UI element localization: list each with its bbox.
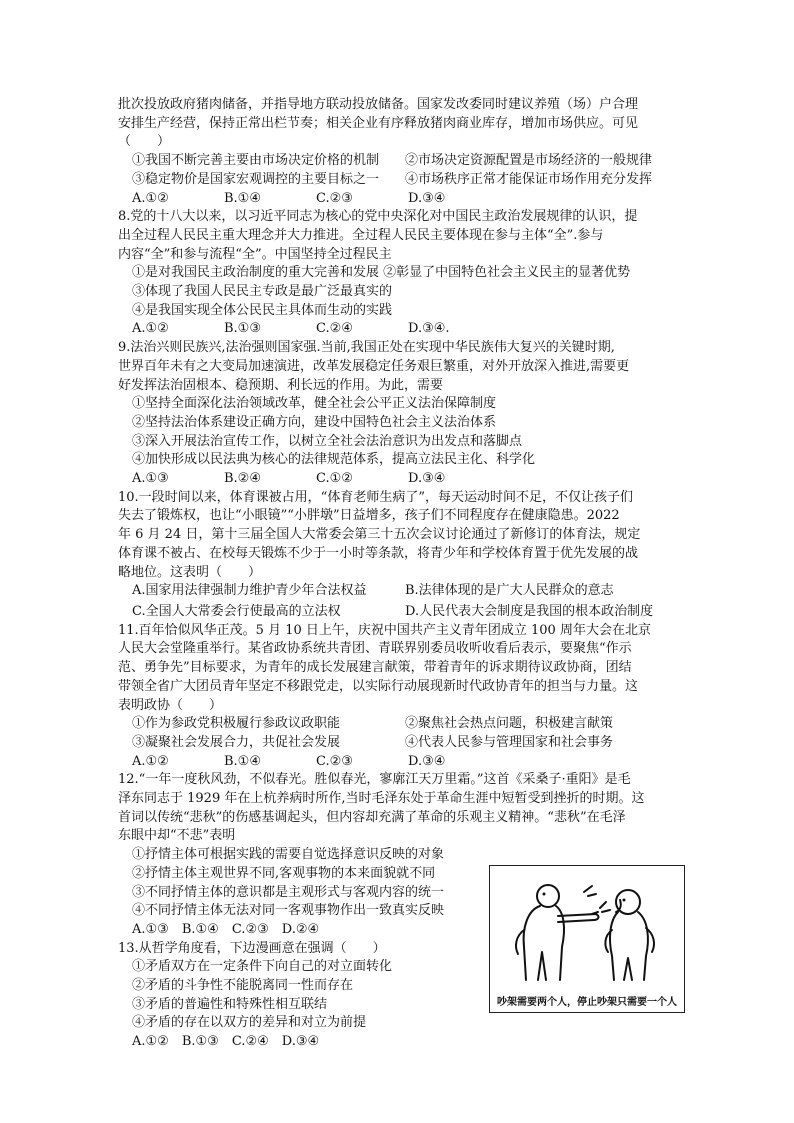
q7-answer-a: A.①②: [132, 190, 169, 206]
q9-option-4: ④加快形成以民法典为核心的法律规范体系，提高立法民主化、科学化: [132, 452, 536, 468]
q7-answer-b: B.①④: [224, 190, 261, 206]
q7-answer-d: D.③④: [408, 190, 446, 206]
q8-stem-3: 内容“全”和参与流程“全”。中国坚持全过程民主: [118, 246, 392, 262]
q10-option-d: D.人民代表大会制度是我国的根本政治制度: [405, 603, 654, 619]
q12-stem-2: 泽东同志于 1929 年在上杭养病时所作,当时毛泽东处于革命生涯中短暂受到挫折的时期。这: [118, 791, 645, 807]
q11-options-row1: [118, 715, 678, 734]
q8-answer-a: A.①②: [132, 321, 169, 337]
q12-stem-4: 东眼中却“不悲”表明: [118, 828, 236, 844]
q11-answer-a: A.①②: [132, 753, 169, 769]
q7-options-row1: [118, 152, 678, 171]
q13-option-4: ④矛盾的存在以双方的差异和对立为前提: [132, 1015, 367, 1031]
q12-option-4: ④不同抒情主体无法对同一客观事物作出一致真实反映: [132, 903, 445, 919]
q8-answer-d: D.③④.: [408, 321, 450, 337]
q7-stem-2: 安排生产经营，保持正常出栏节奏；相关企业有序释放猪肉商业库存，增加市场供应。可见: [118, 115, 639, 131]
q7-answers: [118, 190, 678, 209]
q11-answer-d: D.③④: [408, 753, 446, 769]
q12-answers: A.①③ B.①④ C.②③ D.②④: [132, 921, 320, 937]
q13-stem: 13.从哲学角度看，下边漫画意在强调（ ）: [118, 940, 386, 956]
q12-option-3: ③不同抒情主体的意识都是主观形式与客观内容的统一: [132, 884, 445, 900]
q11-answer-b: B.①④: [224, 753, 261, 769]
q10-option-a: A.国家用法律强制力维护青少年合法权益: [132, 583, 367, 599]
cartoon-drawing: [500, 872, 676, 987]
q10-options-row2: [118, 603, 678, 622]
q12-option-2: ②抒情主体主观世界不同,客观事物的本来面貌就不同: [132, 865, 436, 881]
q13-option-1: ①矛盾双方在一定条件下向自己的对立面转化: [132, 959, 393, 975]
q13-option-3: ③矛盾的普遍性和特殊性相互联结: [132, 996, 328, 1012]
q8-option-3: ③体现了我国人民民主专政是最广泛最真实的: [132, 284, 393, 300]
q12-stem-1: 12.“一年一度秋风劲，不似春光。胜似春光，寥廓江天万里霜。”这首《采桑子·重阳》是毛: [118, 772, 631, 788]
q7-answer-c: C.②③: [316, 190, 353, 206]
q11-stem-1: 11.百年恰似风华正茂。5 月 10 日上午，庆祝中国共产主义青年团成立 100 周年大会在北京: [118, 622, 651, 638]
q10-stem-4: 体育课不被占、在校每天锻炼不少于一小时等条款，将青少年和学校体育置于优先发展的战: [118, 545, 639, 561]
q7-option-4: ④市场秩序正常才能保证市场作用充分发挥: [405, 171, 653, 187]
q8-option-1: ①是对我国民主政治制度的重大完善和发展 ②彰显了中国特色社会主义民主的显著优势: [132, 265, 631, 281]
q11-answers: [118, 753, 678, 772]
q12-stem-3: 首词以传统“悲秋”的伤感基调起头，但内容却充满了革命的乐观主义精神。“悲秋”在毛泽: [118, 809, 626, 825]
q10-stem-5: 略地位。这表明（ ）: [118, 564, 262, 580]
q11-option-3: ③凝聚社会发展合力，共促社会发展: [132, 734, 341, 750]
q9-stem-2: 世界百年未有之大变局加速演进，改革发展稳定任务艰巨繁重，对外开放深入推进,需要更: [118, 358, 630, 374]
q9-stem-1: 9.法治兴则民族兴,法治强则国家强.当前,我国正处在实现中华民族伟大复兴的关键时期,: [118, 340, 615, 356]
q8-stem-1: 8.党的十八大以来，以习近平同志为核心的党中央深化对中国民主政治发展规律的认识，提: [118, 209, 638, 225]
q10-option-b: B.法律体现的是广大人民群众的意志: [405, 583, 614, 599]
q9-option-2: ②坚持法治体系建设正确方向，建设中国特色社会主义法治体系: [132, 414, 497, 430]
q8-stem-2: 出全过程人民民主重大理念并大力推进。全过程人民民主要体现在参与主体“全”.参与: [118, 227, 604, 243]
q13-answers: A.①② B.①③ C.②④ D.③④: [132, 1034, 320, 1050]
q9-answer-a: A.①③: [132, 471, 169, 487]
q8-answer-b: B.①③: [224, 321, 261, 337]
cartoon-caption: 吵架需要两个人，停止吵架只需要一个人: [497, 997, 677, 1008]
q8-option-4: ④是我国实现全体公民民主具体而生动的实践: [132, 302, 393, 318]
q11-option-2: ②聚焦社会热点问题，积极建言献策: [405, 716, 614, 732]
q10-option-c: C.全国人大常委会行使最高的立法权: [132, 603, 341, 619]
q9-answers: [118, 470, 678, 489]
q7-stem-3: （ ）: [118, 134, 171, 150]
q11-stem-5: 表明政协（ ）: [118, 697, 223, 713]
q10-stem-3: 年 6 月 24 日，第十三届全国人大常委会第三十五次会议讨论通过了新修订的体育法，规定: [118, 527, 641, 543]
q11-stem-2: 人民大会堂隆重举行。某省政协系统共青团、青联界别委员收听收看后表示，要聚焦“作示: [118, 641, 632, 657]
q10-options-row1: [118, 582, 678, 601]
q7-option-1: ①我国不断完善主要由市场决定价格的机制: [132, 153, 380, 169]
q10-stem-2: 失去了锻炼权，也让“小眼镜”“小胖墩”日益增多，孩子们不同程度存在健康隐患。2022: [118, 508, 620, 524]
q11-options-row2: [118, 734, 678, 753]
q7-options-row2: [118, 171, 678, 190]
q11-stem-3: 范、勇争先”目标要求，为青年的成长发展建言献策，带着青年的诉求期待议政协商，团结: [118, 660, 632, 676]
q9-option-1: ①坚持全面深化法治领域改革，健全社会公平正义法治保障制度: [132, 396, 497, 412]
q11-answer-c: C.②③: [316, 753, 353, 769]
q7-stem-1: 批次投放政府猪肉储备，并指导地方联动投放储备。国家发改委同时建议养殖（场）户合理: [118, 97, 639, 112]
q7-option-2: ②市场决定资源配置是市场经济的一般规律: [405, 153, 653, 169]
cartoon-figure: [489, 865, 685, 1013]
q11-stem-4: 带领全省广大团员青年坚定不移跟党走，以实际行动展现新时代政协青年的担当与力量。这: [118, 678, 639, 694]
q8-answers: [118, 320, 678, 339]
q11-option-1: ①作为参政党积极履行参政议政职能: [132, 716, 341, 732]
q9-answer-b: B.②④: [224, 471, 261, 487]
q12-option-1: ①抒情主体可根据实践的需要自觉选择意识反映的对象: [132, 847, 445, 863]
q7-option-3: ③稳定物价是国家宏观调控的主要目标之一: [132, 171, 380, 187]
q13-option-2: ②矛盾的斗争性不能脱离同一性而存在: [132, 978, 354, 994]
q9-stem-3: 好发挥法治固根本、稳预期、利长远的作用。为此，需要: [118, 377, 444, 393]
q10-stem-1: 10.一段时间以来，体育课被占用，“体育老师生病了”，每天运动时间不足，不仅让孩子们: [118, 489, 633, 505]
q9-option-3: ③深入开展法治宣传工作，以树立全社会法治意识为出发点和落脚点: [132, 433, 523, 449]
q11-option-4: ④代表人民参与管理国家和社会事务: [405, 734, 614, 750]
q8-answer-c: C.②④: [316, 321, 353, 337]
q9-answer-d: D.③④: [408, 471, 446, 487]
q9-answer-c: C.①②: [316, 471, 353, 487]
